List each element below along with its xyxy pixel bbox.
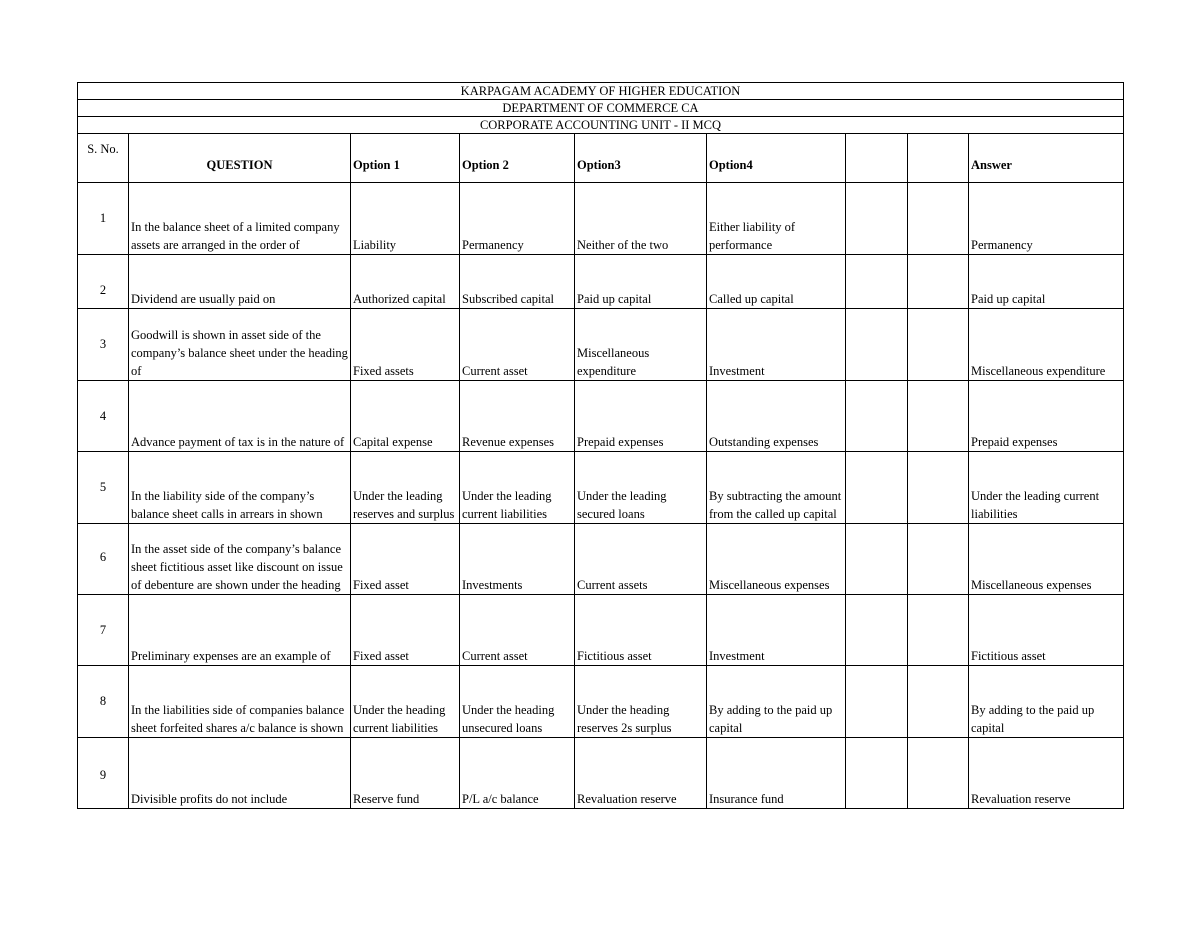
cell-question: Advance payment of tax is in the nature of: [129, 381, 351, 452]
table-row: [78, 183, 1124, 255]
row-number: 4: [78, 381, 129, 452]
cell-answer: Miscellaneous expenses: [969, 524, 1124, 595]
cell-option4: Called up capital: [707, 255, 846, 309]
cell-option4: By adding to the paid up capital: [707, 666, 846, 738]
cell-blank: [846, 255, 908, 309]
row-number: 3: [78, 309, 129, 381]
cell-blank: [908, 183, 969, 255]
cell-question: Preliminary expenses are an example of: [129, 595, 351, 666]
cell-option1: Reserve fund: [351, 738, 460, 809]
cell-option4: Insurance fund: [707, 738, 846, 809]
table-row: [78, 595, 1124, 666]
cell-option1: Fixed assets: [351, 309, 460, 381]
cell-question: Divisible profits do not include: [129, 738, 351, 809]
cell-option3: Under the leading secured loans: [575, 452, 707, 524]
row-number: 9: [78, 738, 129, 809]
cell-blank: [908, 381, 969, 452]
table-row: [78, 255, 1124, 309]
cell-option4: Investment: [707, 595, 846, 666]
subject-title: CORPORATE ACCOUNTING UNIT - II MCQ: [78, 117, 1124, 134]
cell-blank: [908, 738, 969, 809]
cell-question: Goodwill is shown in asset side of the company’s balance sheet under the heading of: [129, 309, 351, 381]
cell-option1: Fixed asset: [351, 595, 460, 666]
cell-question: In the liability side of the company’s balance sheet calls in arrears in shown: [129, 452, 351, 524]
cell-option2: Revenue expenses: [460, 381, 575, 452]
cell-option2: Investments: [460, 524, 575, 595]
cell-option3: Revaluation reserve: [575, 738, 707, 809]
cell-answer: Under the leading current liabilities: [969, 452, 1124, 524]
cell-blank: [908, 309, 969, 381]
cell-option3: Prepaid expenses: [575, 381, 707, 452]
table-row: [78, 524, 1124, 595]
cell-option2: Under the heading unsecured loans: [460, 666, 575, 738]
table-row: [78, 666, 1124, 738]
institution-title: KARPAGAM ACADEMY OF HIGHER EDUCATION: [78, 83, 1124, 100]
cell-option4: By subtracting the amount from the called up capital: [707, 452, 846, 524]
cell-question: In the balance sheet of a limited company assets are arranged in the order of: [129, 183, 351, 255]
row-number: 8: [78, 666, 129, 738]
header-blank-2: [908, 134, 969, 183]
cell-option3: Miscellaneous expenditure: [575, 309, 707, 381]
cell-blank: [908, 524, 969, 595]
cell-answer: Revaluation reserve: [969, 738, 1124, 809]
header-option3: Option3: [575, 134, 707, 183]
cell-blank: [846, 452, 908, 524]
cell-answer: Fictitious asset: [969, 595, 1124, 666]
header-answer: Answer: [969, 134, 1124, 183]
cell-option4: Outstanding expenses: [707, 381, 846, 452]
header-option2: Option 2: [460, 134, 575, 183]
cell-blank: [846, 595, 908, 666]
cell-option1: Under the leading reserves and surplus: [351, 452, 460, 524]
cell-blank: [846, 381, 908, 452]
header-question: QUESTION: [129, 134, 351, 183]
cell-option3: Under the heading reserves 2s surplus: [575, 666, 707, 738]
cell-blank: [846, 666, 908, 738]
cell-blank: [846, 524, 908, 595]
cell-answer: By adding to the paid up capital: [969, 666, 1124, 738]
cell-question: In the asset side of the company’s balance sheet fictitious asset like discount on issue of debenture are shown under the heading: [129, 524, 351, 595]
row-number: 7: [78, 595, 129, 666]
cell-option2: P/L a/c balance: [460, 738, 575, 809]
cell-blank: [846, 738, 908, 809]
cell-answer: Paid up capital: [969, 255, 1124, 309]
cell-option2: Subscribed capital: [460, 255, 575, 309]
cell-blank: [908, 595, 969, 666]
header-blank-1: [846, 134, 908, 183]
cell-option1: Under the heading current liabilities: [351, 666, 460, 738]
cell-blank: [908, 255, 969, 309]
cell-option1: Fixed asset: [351, 524, 460, 595]
cell-option2: Current asset: [460, 595, 575, 666]
cell-option4: Miscellaneous expenses: [707, 524, 846, 595]
cell-option1: Capital expense: [351, 381, 460, 452]
cell-blank: [846, 309, 908, 381]
header-sno: S. No.: [78, 134, 129, 183]
header-option1: Option 1: [351, 134, 460, 183]
cell-option3: Paid up capital: [575, 255, 707, 309]
cell-question: Dividend are usually paid on: [129, 255, 351, 309]
cell-blank: [846, 183, 908, 255]
cell-option3: Fictitious asset: [575, 595, 707, 666]
row-number: 6: [78, 524, 129, 595]
cell-option1: Authorized capital: [351, 255, 460, 309]
table-row: [78, 738, 1124, 809]
row-number: 1: [78, 183, 129, 255]
cell-answer: Miscellaneous expenditure: [969, 309, 1124, 381]
cell-option1: Liability: [351, 183, 460, 255]
mcq-table: [77, 82, 1124, 809]
cell-blank: [908, 666, 969, 738]
cell-option3: Current assets: [575, 524, 707, 595]
row-number: 5: [78, 452, 129, 524]
cell-answer: Prepaid expenses: [969, 381, 1124, 452]
cell-option4: Either liability of performance: [707, 183, 846, 255]
cell-option4: Investment: [707, 309, 846, 381]
cell-option2: Permanency: [460, 183, 575, 255]
cell-option2: Current asset: [460, 309, 575, 381]
table-row: [78, 452, 1124, 524]
cell-option2: Under the leading current liabilities: [460, 452, 575, 524]
row-number: 2: [78, 255, 129, 309]
cell-option3: Neither of the two: [575, 183, 707, 255]
table-row: [78, 381, 1124, 452]
cell-blank: [908, 452, 969, 524]
cell-answer: Permanency: [969, 183, 1124, 255]
table-row: [78, 309, 1124, 381]
header-option4: Option4: [707, 134, 846, 183]
department-title: DEPARTMENT OF COMMERCE CA: [78, 100, 1124, 117]
column-header-row: [78, 134, 1124, 183]
cell-question: In the liabilities side of companies balance sheet forfeited shares a/c balance is shown: [129, 666, 351, 738]
